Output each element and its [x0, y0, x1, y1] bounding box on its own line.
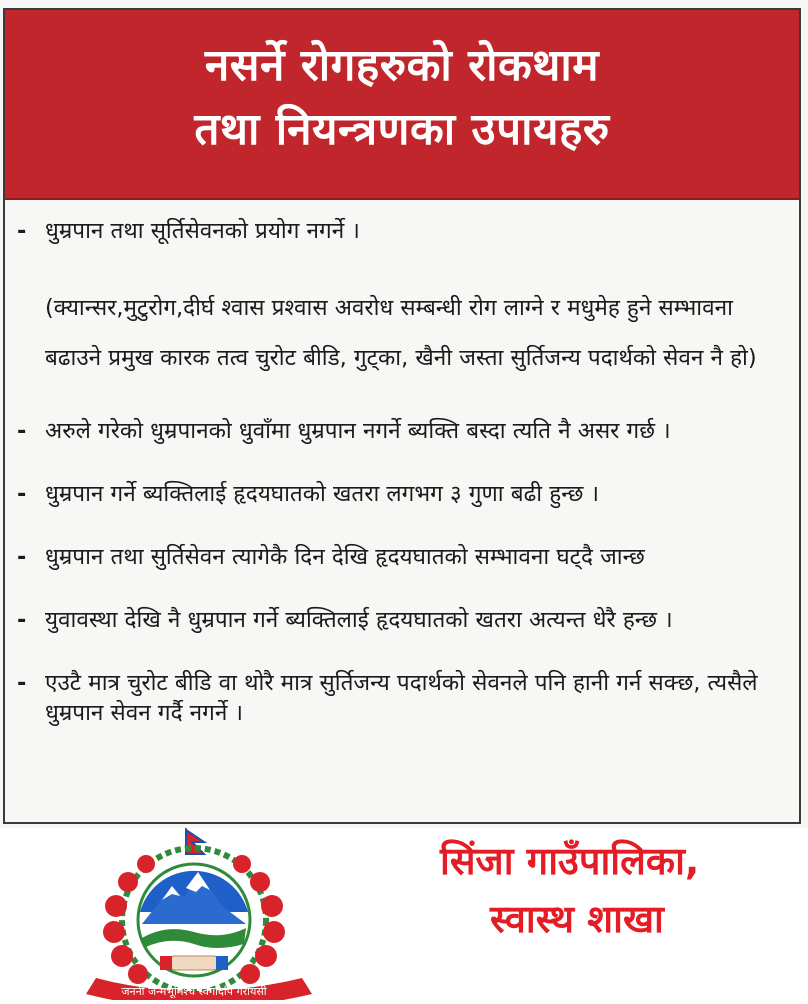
- list-item: [13, 416, 793, 446]
- item-text: धुम्रपान तथा सूर्तिसेवनको प्रयोग नगर्ने ।: [45, 218, 360, 244]
- motto-text: जननी जन्मभूमिश्च स्वर्गादपि गरीयसी: [121, 985, 267, 998]
- item-text: धुम्रपान गर्ने ब्यक्तिलाई हृदयघातको खतरा लगभग ३ गुणा बढी हुन्छ ।: [45, 481, 600, 507]
- bullet-dash: -: [17, 481, 27, 507]
- bullet-dash: -: [17, 607, 27, 633]
- office-line-1: सिंजा गाउँपालिका,: [440, 839, 700, 883]
- list-item: [13, 216, 793, 383]
- title-line-1: नसर्ने रोगहरुको रोकथाम: [204, 40, 600, 91]
- item-note: (क्यान्सर,मुटुरोग,दीर्घ श्वास प्रश्वास अवरोध सम्बन्धी रोग लाग्ने र मधुमेह हुने सम्भावना बढाउने प्रमुख कारक तत्व चुरोट बीडि, गुट्का, खैनी जस्ता सुर्तिजन्य पदार्थको सेवन नै हो): [45, 295, 757, 371]
- list-item: [13, 542, 793, 572]
- bullet-dash: -: [17, 418, 27, 444]
- bullet-dash: -: [17, 544, 27, 570]
- nepal-emblem: [76, 828, 328, 1000]
- bullet-dash: -: [17, 218, 27, 244]
- nepal-emblem-graphic: [76, 828, 328, 1000]
- office-line-2: स्वास्थ शाखा: [490, 897, 664, 941]
- poster-header: [5, 10, 799, 200]
- list-item: [13, 668, 793, 728]
- item-text: एउटै मात्र चुरोट बीडि वा थोरै मात्र सुर्तिजन्य पदार्थको सेवनले पनि हानी गर्न सक्छ, त्यसैले धुम्रपान सेवन गर्दै नगर्ने ।: [45, 670, 758, 726]
- list-item: [13, 605, 793, 635]
- item-text: अरुले गरेको धुम्रपानको धुवाँमा धुम्रपान नगर्ने ब्यक्ति बस्दा त्यति नै असर गर्छ ।: [45, 418, 671, 444]
- measures-list: [13, 216, 793, 761]
- poster-frame: [3, 8, 801, 824]
- item-text: धुम्रपान तथा सुर्तिसेवन त्यागेकै दिन देखि हृदयघातको सम्भावना घट्दै जान्छ: [45, 544, 645, 570]
- handshake-icon: [160, 956, 228, 970]
- list-item: [13, 479, 793, 509]
- motto-ribbon: [86, 978, 312, 1000]
- footer: [0, 828, 808, 1000]
- title-line-2: तथा नियन्त्रणका उपायहरु: [194, 104, 610, 155]
- item-text: युवावस्था देखि नै धुम्रपान गर्ने ब्यक्तिलाई हृदयघातको खतरा अत्यन्त धेरै हन्छ ।: [45, 607, 673, 633]
- bullet-dash: -: [17, 670, 27, 696]
- office-name: [440, 832, 800, 948]
